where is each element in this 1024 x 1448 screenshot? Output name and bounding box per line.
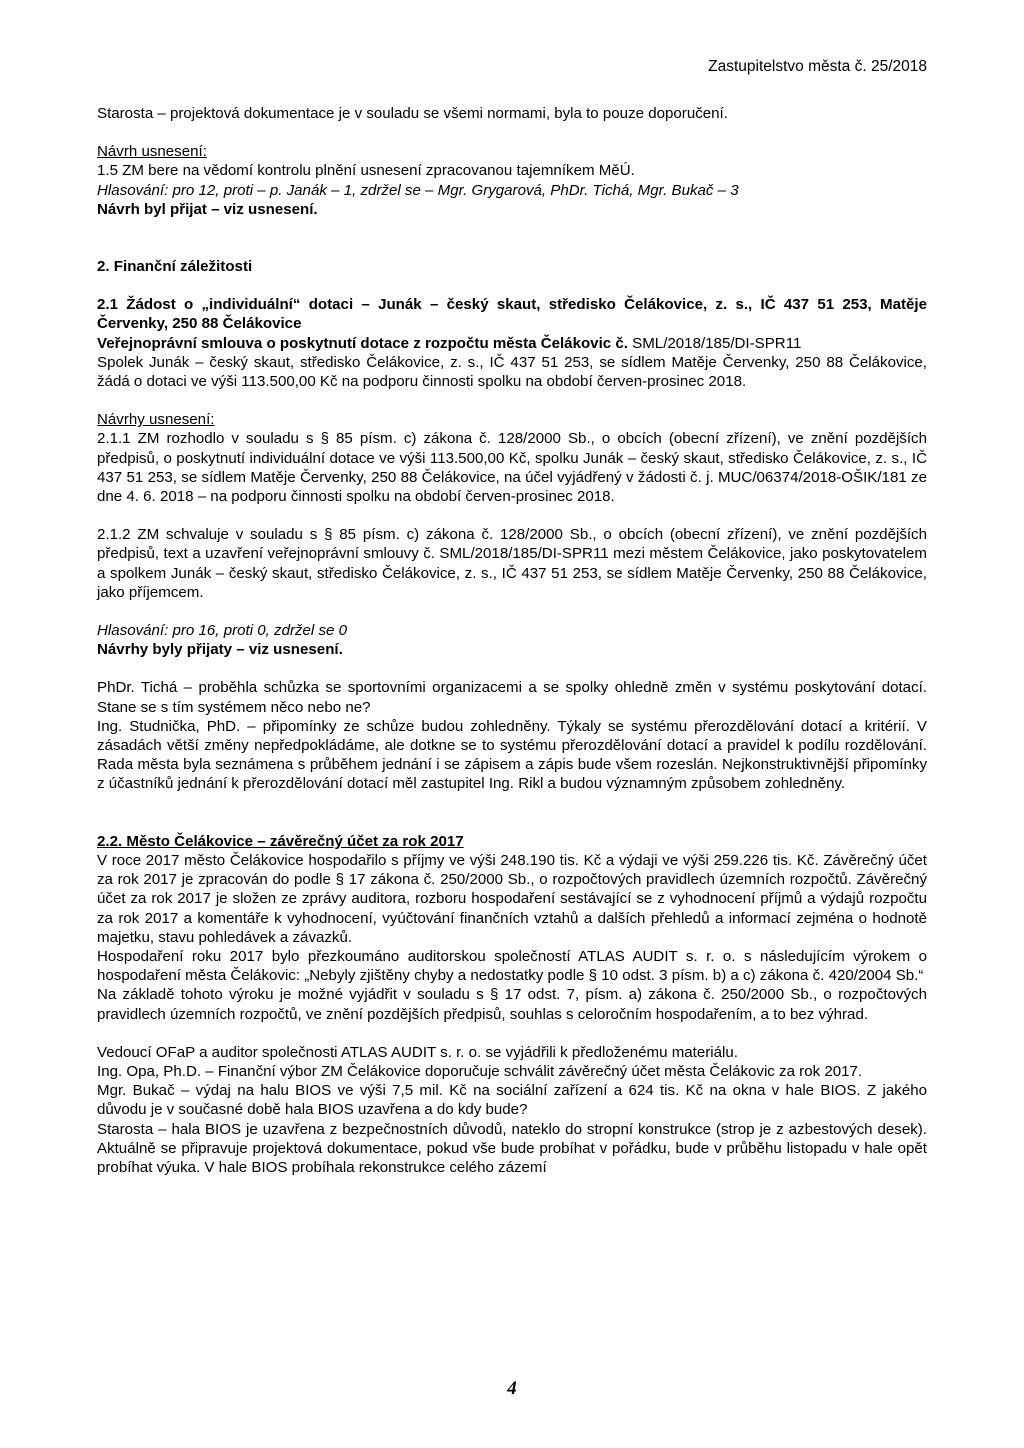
page-number: 4 [507, 1378, 517, 1399]
contract-line [97, 334, 927, 353]
paragraph: Starosta – hala BIOS je uzavřena z bezpečnostních důvodů, nateklo do stropní konstrukce (strop je z azbestových desek). Aktuálně se připravuje projektová dokumentace, pokud vše bude probíhat v pořádku, bude v průběhu listopadu v hale opět probíhat výuka. V hale BIOS probíhala rekonstrukce celého zázemí [97, 1120, 927, 1176]
paragraph: Mgr. Bukač – výdaj na halu BIOS ve výši 7,5 mil. Kč na sociální zařízení a 624 tis. Kč na okna v hale BIOS. Z jakého důvodu je v současné době hala BIOS uzavřena a do kdy bude? [97, 1082, 927, 1119]
proposals-heading: Návrhy usnesení: [97, 411, 215, 429]
paragraph: Spolek Junák – český skaut, středisko Čelákovice, z. s., IČ 437 51 253, se sídlem Matěje Červenky, 250 88 Čelákovice, žádá o dotaci ve výši 113.500,00 Kč na podporu činnosti spolku na období červen-prosinec 2018. [97, 353, 927, 391]
section-heading: 2. Finanční záležitosti [97, 258, 253, 276]
document-header: Zastupitelstvo města č. 25/2018 [708, 58, 927, 75]
resolution-item: 1.5 ZM bere na vědomí kontrolu plnění usnesení zpracovanou tajemníkem MěÚ. [97, 162, 635, 180]
item-heading: 2.2. Město Čelákovice – závěrečný účet za rok 2017 [97, 832, 464, 850]
paragraph: Na základě tohoto výroku je možné vyjádřit v souladu s § 17 odst. 7, písm. a) zákona č. 250/2000 Sb., o rozpočtových pravidlech územních rozpočtů, ve znění pozdějších předpisů, souhlas s celoročním hospodařením, a to bez výhrad. [97, 986, 927, 1023]
item-heading: 2.1 Žádost o „individuální“ dotaci – Junák – český skaut, středisko Čelákovice, z. s., IČ 437 51 253, Matěje Červenky, 250 88 Čelákovice [97, 296, 927, 333]
paragraph: PhDr. Tichá – proběhla schůzka se sportovními organizacemi a se spolky ohledně změn v systému poskytování dotací. Stane se s tím systémem něco nebo ne? [97, 679, 927, 716]
vote-line: Hlasování: pro 12, proti – p. Janák – 1, zdržel se – Mgr. Grygarová, PhDr. Tichá, Mgr. Bukač – 3 [97, 181, 739, 199]
resolution-item: 2.1.2 ZM schvaluje v souladu s § 85 písm. c) zákona č. 128/2000 Sb., o obcích (obecní zřízení), ve znění pozdějších předpisů, text a uzavření veřejnoprávní smlouvy č. SML/2018/185/DI-SPR11 mezi městem Čelákovice, jako poskytovatelem a spolkem Junák – český skaut, středisko Čelákovice, z. s., IČ 437 51 253, se sídlem Matěje Červenky, 250 88 Čelákovice, jako příjemcem. [97, 526, 927, 601]
result-line: Návrh byl přijat – viz usnesení. [97, 200, 318, 218]
paragraph: Hospodaření roku 2017 bylo přezkoumáno auditorskou společností ATLAS AUDIT s. r. o. s následujícím výrokem o hospodaření města Čelákovic: „Nebyly zjištěny chyby a nedostatky podle § 10 odst. 3 písm. b) a c) zákona č. 420/2004 Sb.“ [97, 947, 927, 985]
vote-line: Hlasování: pro 16, proti 0, zdržel se 0 [97, 622, 348, 640]
paragraph: Starosta – projektová dokumentace je v souladu se všemi normami, byla to pouze doporučení. [97, 105, 728, 122]
paragraph: Vedoucí OFaP a auditor společnosti ATLAS AUDIT s. r. o. se vyjádřili k předloženému materiálu. [97, 1043, 738, 1061]
paragraph: V roce 2017 město Čelákovice hospodařilo s příjmy ve výši 248.190 tis. Kč a výdaji ve výši 259.226 tis. Kč. Závěrečný účet za rok 2017 je zpracován do podle § 17 zákona č. 250/2000 Sb., o rozpočtových pravidlech územních rozpočtů. Závěrečný účet za rok 2017 je složen ze zprávy auditora, rozboru hospodaření sestávající se z vyhodnocení příjmů a výdajů rozpočtu za rok 2017 a komentáře k vyhodnocení, vyúčtování finančních vztahů a dalších přehledů a informací zejména o hodnotě majetku, stavu pohledávek a závazků. [97, 851, 927, 946]
document-body [97, 104, 927, 1177]
paragraph: Ing. Studnička, PhD. – připomínky ze schůze budou zohledněny. Týkaly se systému přerozdělování dotací a kritérií. V zásadách větší změny nepředpokládáme, ale dotkne se to systému přerozdělování dotací a pravidel k podílu rozdělování. Rada města byla seznámena s průběhem jednání i se zápisem a zápis bude všem rozeslán. Nejkonstruktivnější připomínky z účastníků jednání k přerozdělování dotací měl zastupitel Ing. Rikl a budou významným způsobem zohledněny. [97, 717, 927, 793]
contract-label: Veřejnoprávní smlouva o poskytnutí dotace z rozpočtu města Čelákovic č. [97, 334, 628, 352]
result-line: Návrhy byly přijaty – viz usnesení. [97, 641, 343, 659]
paragraph: Ing. Opa, Ph.D. – Finanční výbor ZM Čelákovice doporučuje schválit závěrečný účet města Čelákovic za rok 2017. [97, 1062, 863, 1080]
proposal-heading: Návrh usnesení: [97, 143, 207, 161]
resolution-item: 2.1.1 ZM rozhodlo v souladu s § 85 písm. c) zákona č. 128/2000 Sb., o obcích (obecní zřízení), ve znění pozdějších předpisů, o poskytnutí individuální dotace ve výši 113.500,00 Kč, spolku Junák – český skaut, středisko Čelákovice, z. s., IČ 437 51 253, se sídlem Matěje Červenky, 250 88 Čelákovice, na účel vyjádřený v žádosti č. j. MUC/06374/2018-OŠIK/181 ze dne 4. 6. 2018 – na podporu činnosti spolku na období červen-prosinec 2018. [97, 430, 927, 506]
contract-number: SML/2018/185/DI-SPR11 [632, 334, 802, 352]
